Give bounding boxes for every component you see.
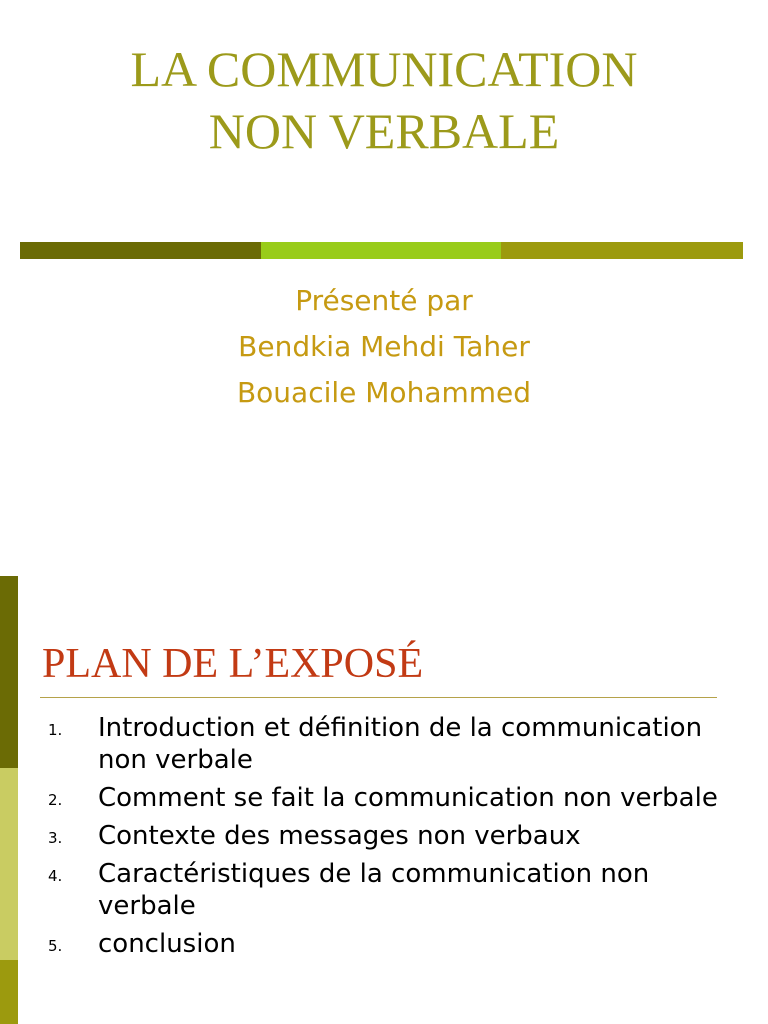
plan-slide <box>0 576 768 1024</box>
plan-item-3 <box>0 820 740 852</box>
plan-item-5 <box>0 928 740 960</box>
presented-by-label: Présenté par <box>295 284 473 317</box>
slide-title-line-2: NON VERBALE <box>208 103 560 159</box>
plan-item-number: 5. <box>48 937 63 955</box>
divider-band-olive <box>501 242 743 259</box>
divider-band-dark <box>20 242 261 259</box>
divider-band-light <box>261 242 501 259</box>
plan-item-text: Contexte des messages non verbaux <box>98 821 581 851</box>
presenter-name-2: Bouacile Mohammed <box>236 376 532 409</box>
plan-item-1 <box>0 712 740 776</box>
plan-item-2 <box>0 782 740 814</box>
title-underline <box>40 697 717 698</box>
plan-item-text: Caractéristiques de la communication non verbale <box>98 859 650 921</box>
plan-list <box>0 712 740 966</box>
presenter-name-1: Bendkia Mehdi Taher <box>238 330 530 363</box>
presenters-block <box>0 278 768 416</box>
side-bar-segment-olive <box>0 960 18 1024</box>
plan-item-number: 4. <box>48 867 63 885</box>
plan-item-number: 2. <box>48 791 63 809</box>
plan-item-text: conclusion <box>98 929 236 959</box>
plan-item-4 <box>0 858 740 922</box>
slide-title <box>0 38 768 162</box>
plan-item-text: Comment se fait la communication non verbale <box>98 783 718 813</box>
plan-item-number: 3. <box>48 829 63 847</box>
plan-item-text: Introduction et définition de la communication non verbale <box>98 713 703 775</box>
slide-title-line-1: LA COMMUNICATION <box>130 41 638 97</box>
plan-title: PLAN DE L’EXPOSÉ <box>42 641 424 687</box>
plan-item-number: 1. <box>48 721 63 739</box>
